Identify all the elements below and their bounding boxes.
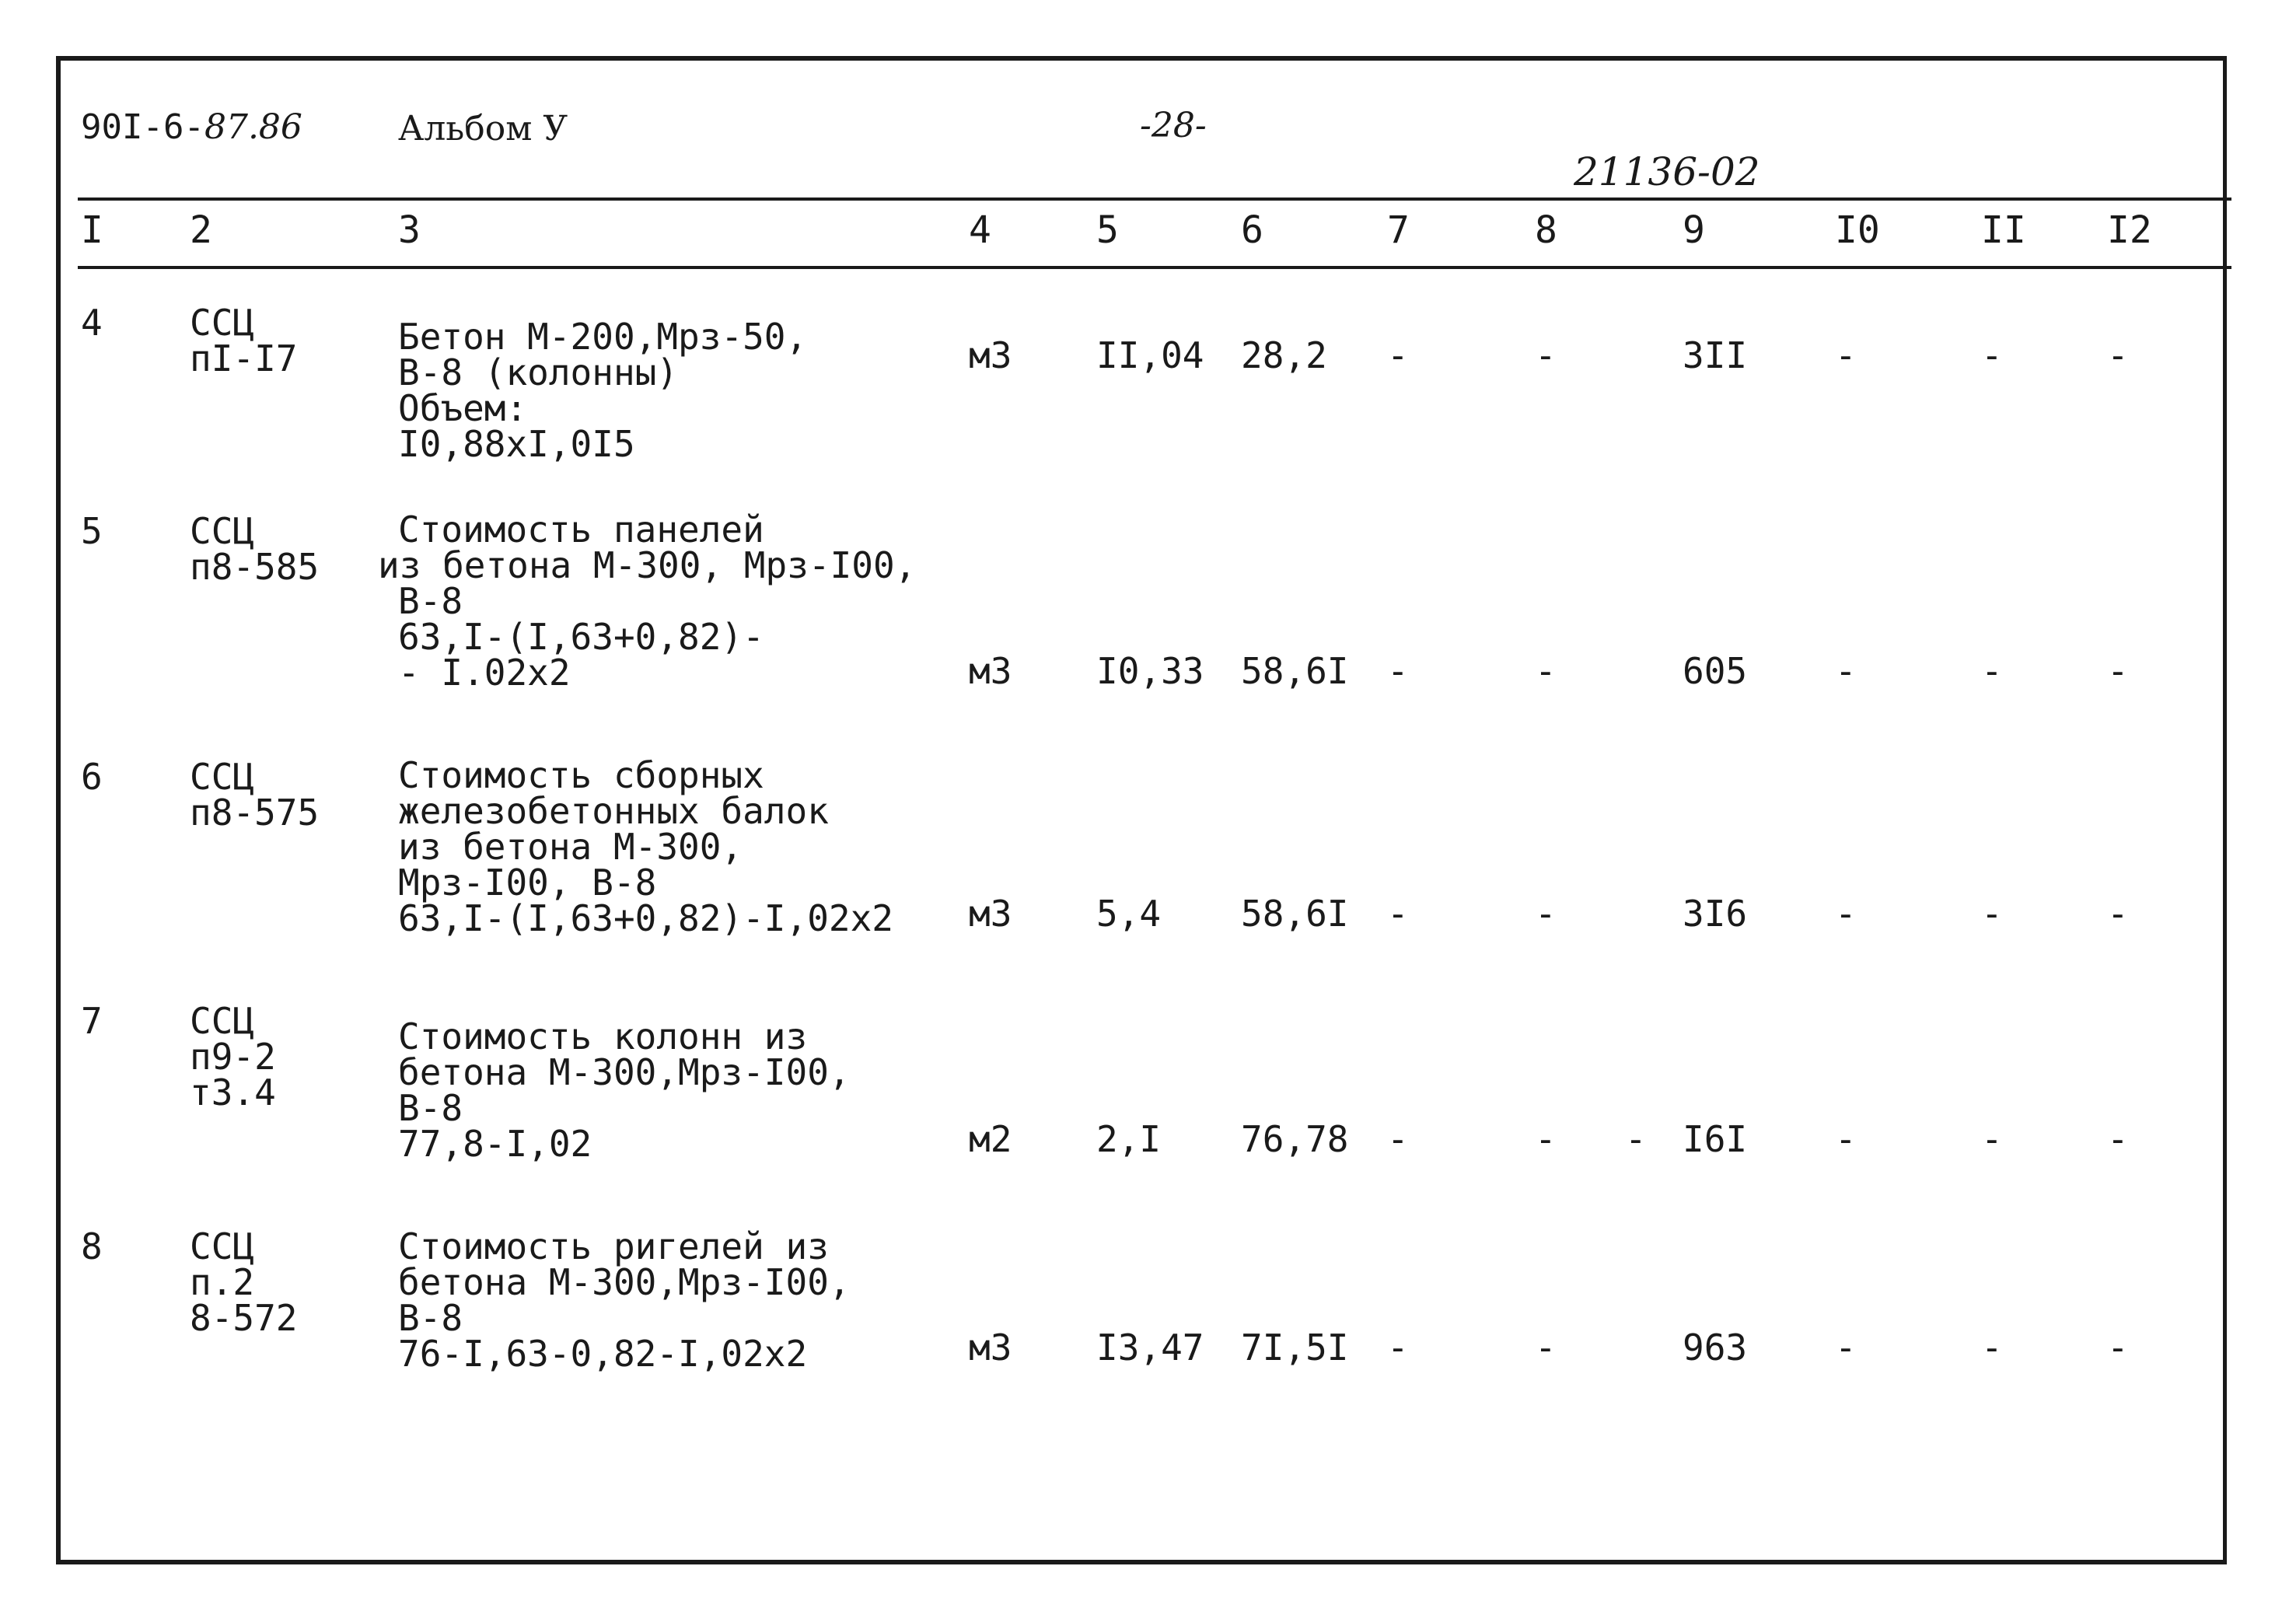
row-col8: - (1535, 334, 1557, 376)
row-quantity: II,04 (1096, 334, 1204, 376)
row-col8: - (1535, 1327, 1557, 1369)
row-col7: - (1387, 650, 1409, 692)
row-col11: - (1981, 334, 2003, 376)
row-number: 8 (81, 1225, 103, 1267)
row-col11: - (1981, 650, 2003, 692)
row-code: ССЦ пI-I7 (190, 302, 298, 379)
doc-code: 90I-6-87.86 (81, 107, 302, 147)
row-col12: - (2107, 893, 2129, 935)
row-number: 7 (81, 1000, 103, 1042)
row-total: I6I (1683, 1118, 1748, 1160)
row-col7: - (1387, 1118, 1409, 1160)
row-total: 605 (1683, 650, 1748, 692)
doc-code-handwritten: 87.86 (204, 107, 302, 147)
row-col11: - (1981, 893, 2003, 935)
row-price: 58,6I (1241, 650, 1349, 692)
row-unit: м3 (969, 893, 1012, 935)
row-price: 76,78 (1241, 1118, 1349, 1160)
col-header-2: 2 (190, 208, 212, 252)
col-header-3: 3 (398, 208, 421, 252)
row-number: 6 (81, 756, 103, 798)
row-price: 28,2 (1241, 334, 1327, 376)
row-description: Стоимость колонн из бетона М-300,Мрз-I00, В-8 77,8-I,02 (398, 1015, 851, 1165)
row-col10: - (1835, 893, 1857, 935)
row-col10: - (1835, 650, 1857, 692)
row-col10: - (1835, 334, 1857, 376)
col-header-1: I (81, 208, 103, 252)
row-total: 3II (1683, 334, 1748, 376)
col-header-10: I0 (1835, 208, 1880, 252)
row-col7: - (1387, 893, 1409, 935)
row-description: Стоимость ригелей из бетона М-300,Мрз-I00, В-8 76-I,63-0,82-I,02х2 (398, 1225, 851, 1375)
row-price: 58,6I (1241, 893, 1349, 935)
row-col7: - (1387, 1327, 1409, 1369)
col-header-12: I2 (2107, 208, 2152, 252)
row-unit: м2 (969, 1118, 1012, 1160)
row-description: Стоимость сборных железобетонных балок из бетона М-300, Мрз-I00, В-8 63,I-(I,63+0,82)-I,02х2 (398, 754, 893, 939)
row-code: ССЦ п8-575 (190, 756, 320, 834)
row-col11: - (1981, 1118, 2003, 1160)
album-label: Альбом У (398, 109, 568, 149)
row-description: Бетон М-200,Мрз-50, В-8 (колонны) Объем: I0,88хI,0I5 (398, 316, 808, 465)
col-header-7: 7 (1387, 208, 1410, 252)
row-col12: - (2107, 334, 2129, 376)
row-quantity: 2,I (1096, 1118, 1162, 1160)
row-col7: - (1387, 334, 1409, 376)
row-col12: - (2107, 1327, 2129, 1369)
row-number: 4 (81, 302, 103, 344)
row-col8: - (1535, 1118, 1557, 1160)
row-code: ССЦ п9-2 т3.4 (190, 1000, 276, 1113)
row-number: 5 (81, 510, 103, 552)
row-unit: м3 (969, 1327, 1012, 1369)
row-col8: - (1535, 893, 1557, 935)
row-col12: - (2107, 1118, 2129, 1160)
col-header-9: 9 (1683, 208, 1705, 252)
row-col12: - (2107, 650, 2129, 692)
col-header-5: 5 (1096, 208, 1119, 252)
header-rule-bottom (78, 266, 2231, 269)
col-header-6: 6 (1241, 208, 1263, 252)
row-quantity: I0,33 (1096, 650, 1204, 692)
row-col10: - (1835, 1118, 1857, 1160)
row-quantity: 5,4 (1096, 893, 1162, 935)
row-code: ССЦ п.2 8-572 (190, 1225, 298, 1339)
row-description: Стоимость панелей из бетона М-300, Мрз-I00, В-8 63,I-(I,63+0,82)- - I.02х2 (378, 509, 917, 694)
header-rule-top (78, 198, 2231, 201)
inventory-number: 21136-02 (1574, 149, 1760, 194)
row-quantity: I3,47 (1096, 1327, 1204, 1369)
page-number: -28- (1140, 106, 1207, 145)
row-total: 963 (1683, 1327, 1748, 1369)
row-col8-extra-dash: - (1625, 1118, 1647, 1160)
row-total: 3I6 (1683, 893, 1748, 935)
row-price: 7I,5I (1241, 1327, 1349, 1369)
col-header-8: 8 (1535, 208, 1557, 252)
col-header-11: II (1981, 208, 2026, 252)
row-unit: м3 (969, 650, 1012, 692)
row-col11: - (1981, 1327, 2003, 1369)
row-col8: - (1535, 650, 1557, 692)
row-col10: - (1835, 1327, 1857, 1369)
row-code: ССЦ п8-585 (190, 510, 320, 588)
row-unit: м3 (969, 334, 1012, 376)
col-header-4: 4 (969, 208, 991, 252)
